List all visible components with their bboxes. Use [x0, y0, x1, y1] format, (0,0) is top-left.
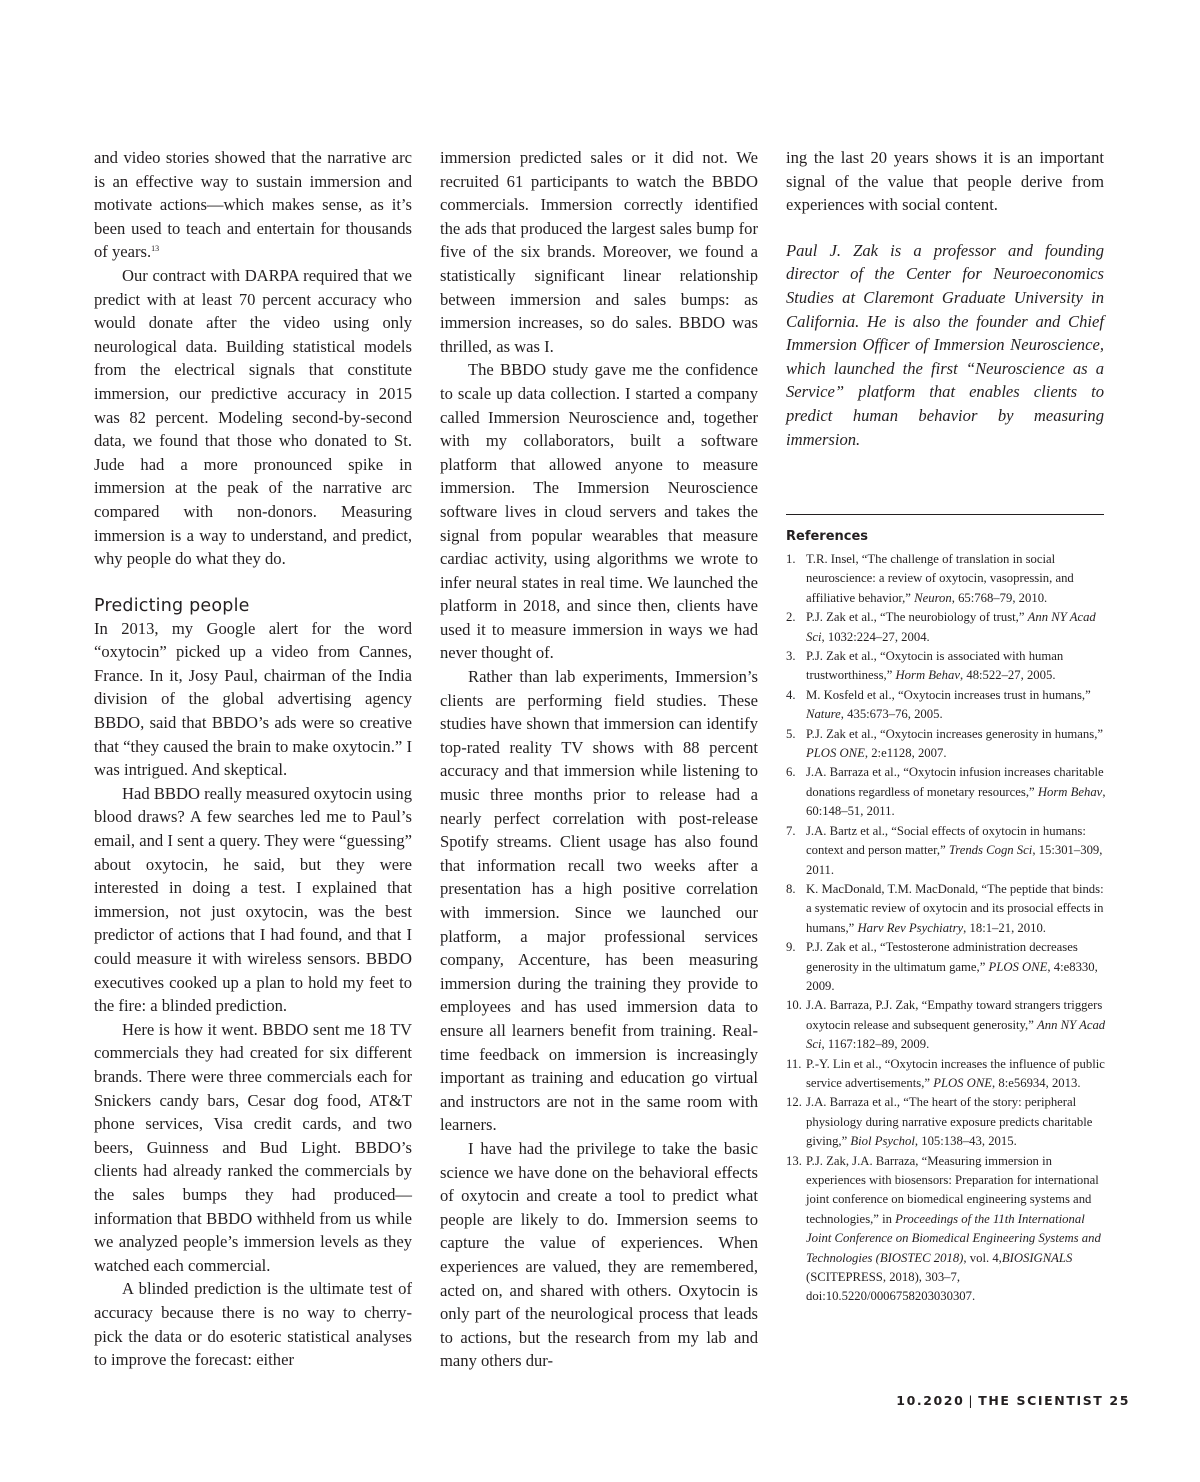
reference-number: 3. [786, 649, 796, 664]
reference-number: 12. [786, 1095, 802, 1110]
reference-journal: Biol Psychol [850, 1134, 915, 1149]
reference-journal: Neuron [914, 590, 952, 605]
reference-item [786, 550, 1106, 608]
paragraph: ing the last 20 years shows it is an important signal of the value that people derive from experiences with social content. [786, 148, 1104, 215]
reference-text: P.J. Zak et al., “Oxytocin is associated with human trustworthiness,” [806, 649, 1064, 683]
paragraph: Our contract with DARPA required that we predict with at least 70 percent accuracy who would donate after the video using only neurological data. Building statistical models from the electrical signals that constitute immersion, our predictive accuracy in 2015 was 82 percent. Modeling second-by-second data, we found that those who donated to St. Jude had a more pronounced spike in immersion at the peak of the narrative arc compared with non-donors. Measuring immersion is a way to understand, and predict, why people do what they do. [94, 265, 412, 569]
reference-number: 10. [786, 998, 802, 1013]
reference-item [786, 1055, 1106, 1094]
article-column-3 [786, 146, 1104, 451]
reference-number: 2. [786, 610, 796, 625]
reference-text: , 105:138–43, 2015. [914, 1134, 1017, 1149]
reference-number: 11. [786, 1056, 802, 1071]
reference-number: 8. [786, 881, 796, 896]
paragraph: The BBDO study gave me the confidence to scale up data collection. I started a company called Immersion Neuroscience and, together with my collaborators, built a software platform that allowed anyone to measure immersion. The Immersion Neuroscience software lives in cloud servers and takes the signal from popular wearables that measure cardiac activity, using algorithms we wrote to infer neural states in real time. We launched the platform in 2018, and since then, clients have used it to measure immersion in ways we had never thought of. [440, 360, 758, 663]
reference-text: J.A. Barraza, P.J. Zak, “Empathy toward strangers triggers oxytocin release and subsequent generosity,” [806, 998, 1103, 1032]
reference-text: P.J. Zak et al., “Oxytocin increases generosity in humans,” [806, 726, 1104, 741]
reference-number: 1. [786, 552, 796, 566]
reference-number: 5. [786, 726, 796, 741]
reference-item [786, 1093, 1106, 1151]
reference-text: P.-Y. Lin et al., “Oxytocin increases the influence of public service advertisements,” [806, 1056, 1105, 1090]
reference-number: 9. [786, 940, 796, 955]
reference-text: , 18:1–21, 2010. [963, 920, 1046, 935]
reference-text: J.A. Barraza et al., “The heart of the story: peripheral physiology during narrative exposure predicts charitable giving,” [806, 1095, 1093, 1149]
reference-text: J.A. Bartz et al., “Social effects of oxytocin in humans: context and person matter,” [806, 823, 1086, 858]
reference-journal: Horm Behav [895, 668, 960, 683]
reference-journal: Ann NY Acad Sci [806, 1017, 1106, 1052]
paragraph: immersion predicted sales or it did not. We recruited 61 participants to watch the BBDO commercials. Immersion correctly identified the ads that produced the largest sales bump for five of the six brands. Moreover, we found a statistically significant linear relationship between immersion and sales bumps: as immersion increases, so do sales. BBDO was thrilled, as was I. [440, 148, 758, 356]
paragraph: A blinded prediction is the ultimate test of accuracy because there is no way to cherry-pick the data or do esoteric statistical analyses to improve the forecast: either [94, 1279, 412, 1370]
reference-text: , 1032:224–27, 2004. [821, 629, 930, 644]
reference-text: , 48:522–27, 2005. [960, 668, 1056, 683]
reference-journal: BIOSIGNALS [1001, 1250, 1073, 1265]
reference-item [786, 880, 1106, 938]
reference-journal: Harv Rev Psychiatry [857, 920, 964, 935]
paragraph: In 2013, my Google alert for the word “oxytocin” picked up a video from Cannes, France. In it, Josy Paul, chairman of the India division of the global advertising agency BBDO, said that BBDO’s ads were so creative that “they caused the brain to make oxytocin.” I was intrigued. And skeptical. [94, 618, 412, 780]
paragraph: I have had the privilege to take the basic science we have done on the behavioral effects of oxytocin and create a tool to predict what people are likely to do. Immersion seems to capture the value of experiences. When experiences are valued, they are remembered, acted on, and shared with others. Oxytocin is only part of the neurological process that leads to actions, but the research from my lab and many others dur- [440, 1138, 758, 1371]
reference-text: , 8:e56934, 2013. [992, 1075, 1081, 1090]
references-list [786, 550, 1106, 1307]
page-footer [896, 1393, 1130, 1408]
reference-journal: Proceedings of the 11th International Joint Conference on Biomedical Engineering Systems and Technologies (BIOSTEC 2018) [806, 1211, 1101, 1265]
reference-item [786, 996, 1106, 1054]
reference-item [786, 822, 1106, 880]
reference-text: , 2:e1128, 2007. [864, 746, 947, 761]
reference-text: P.J. Zak et al., “The neurobiology of trust,” [806, 610, 1025, 625]
reference-item [786, 938, 1106, 996]
reference-text: P.J. Zak, J.A. Barraza, “Measuring immersion in experiences with biosensors: Preparation for international joint conference on biomedical engineering systems and technologies,” in [806, 1153, 1099, 1226]
issue-date: 10.2020 [896, 1393, 965, 1408]
author-bio: Paul J. Zak is a professor and founding director of the Center for Neuroeconomics Studies at Claremont Graduate University in California. He is also the founder and Chief Immersion Officer of Immersion Neuroscience, which launched the first “Neuroscience as a Service” platform that enables clients to predict human behavior by measuring immersion. [786, 240, 1104, 449]
paragraph: Had BBDO really measured oxytocin using blood draws? A few searches led me to Paul’s email, and I sent a query. They were “guessing” about oxytocin, he said, but they were interested in doing a test. I explained that immersion, not just oxytocin, was the best predictor of actions that I had found, and that I could measure it with wireless sensors. BBDO executives cooked up a plan to hold my feet to the fire: a blinded prediction. [94, 783, 412, 1016]
reference-journal: PLOS ONE [806, 746, 865, 761]
reference-text: , vol. 4, [963, 1250, 1002, 1265]
reference-journal: PLOS ONE [933, 1075, 993, 1090]
references-title: References [786, 529, 869, 544]
reference-journal: Ann NY Acad Sci [806, 610, 1096, 644]
reference-number: 13. [786, 1153, 802, 1168]
reference-item [786, 647, 1106, 686]
reference-text: (SCITEPRESS, 2018), 303–7, doi:10.5220/0006758203030307. [806, 1270, 976, 1304]
reference-text: , 15:301–309, 2011. [806, 843, 1103, 877]
paragraph: Here is how it went. BBDO sent me 18 TV commercials they had created for six different brands. There were three commercials each for Snickers candy bars, Cesar dog food, AT&T phone services, Visa credit cards, and two beers, Guinness and Bud Light. BBDO’s clients had already ranked the commercials by the sales bumps they had produced—information that BBDO withheld from us while we analyzed people’s immersion levels as they watched each commercial. [94, 1019, 412, 1275]
paragraph: and video stories showed that the narrative arc is an effective way to sustain immersion and motivate actions—which makes sense, as it’s been used to teach and entertain for thousands of years.$^{13}$ [94, 148, 412, 262]
reference-text: , 435:673–76, 2005. [840, 707, 943, 722]
magazine-name: THE SCIENTIST [978, 1393, 1104, 1408]
footer-separator: | [968, 1393, 975, 1408]
reference-text: P.J. Zak et al., “Testosterone administration decreases generosity in the ultimatum game,” [806, 940, 1078, 974]
section-heading: Predicting people [94, 595, 250, 616]
reference-number: 4. [786, 687, 796, 702]
reference-number: 7. [786, 823, 796, 838]
reference-number: 6. [786, 765, 796, 780]
reference-item [786, 763, 1106, 821]
reference-text: , 1167:182–89, 2009. [821, 1037, 930, 1052]
reference-text: T.R. Insel, “The challenge of translation in social neuroscience: a review of oxytocin, vasopressin, and affiliative behavior,” [806, 552, 1074, 605]
reference-item [786, 725, 1106, 764]
reference-item [786, 608, 1106, 647]
article-column-1 [94, 146, 412, 1372]
references-divider [786, 514, 1104, 515]
reference-text: , 4:e8330, 2009. [806, 959, 1098, 993]
footnote-ref[interactable]: 13 [151, 244, 160, 254]
reference-text: J.A. Barraza et al., “Oxytocin infusion increases charitable donations regardless of monetary resources,” [806, 765, 1104, 799]
reference-journal: PLOS ONE [988, 959, 1048, 974]
reference-text: K. MacDonald, T.M. MacDonald, “The peptide that binds: a systematic review of oxytocin and its prosocial effects in humans,” [806, 881, 1104, 935]
reference-item [786, 1152, 1106, 1307]
article-column-2 [440, 146, 758, 1373]
reference-journal: Trends Cogn Sci [948, 843, 1033, 858]
reference-text: , 60:148–51, 2011. [806, 784, 1106, 819]
page-number: 25 [1109, 1393, 1130, 1408]
reference-journal: Horm Behav [1037, 784, 1103, 799]
reference-item [786, 686, 1106, 725]
reference-text: , 65:768–79, 2010. [951, 590, 1048, 605]
reference-journal: Nature [806, 707, 841, 722]
paragraph: Rather than lab experiments, Immersion’s clients are performing field studies. These studies have shown that immersion can identify top-rated reality TV shows with 88 percent accuracy and that immersion while listening to music three months prior to release had a nearly perfect correlation with post-release Spotify streams. Client usage has also found that information recall two weeks after a presentation has a high positive correlation with immersion. Since we launched our platform, a major professional services company, Accenture, has been measuring immersion during the training they provide to employees and has used immersion data to ensure all learners benefit from training. Real-time feedback on immersion is increasingly important as training and education go virtual and instructors are not in the same room with learners. [440, 667, 758, 1135]
reference-text: M. Kosfeld et al., “Oxytocin increases trust in humans,” [806, 687, 1091, 702]
